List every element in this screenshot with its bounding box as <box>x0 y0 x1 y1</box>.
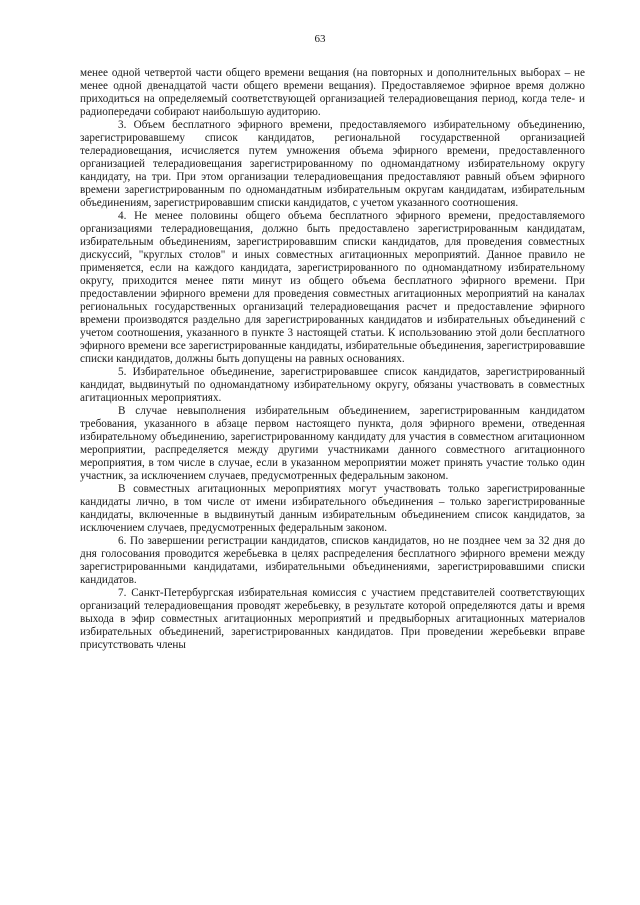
paragraph-item-7: 7. Санкт-Петербургская избирательная комиссия с участием представителей соответствующих организаций телерадиовещания проводят жеребьевку, в результате которой определяются даты и время выхода в эфир совместных агитационных мероприятий и предвыборных агитационных материалов избирательных объединений, зарегистрированных кандидатов. При проведении жеребьевки вправе присутствовать члены <box>80 587 585 651</box>
page-number: 63 <box>314 33 326 45</box>
paragraph-item-5: 5. Избирательное объединение, зарегистрировавшее список кандидатов, зарегистрированный кандидат, выдвинутый по одномандатному избирательному округу, обязаны участвовать в совместных агитационных мероприятиях. <box>80 366 585 404</box>
paragraph-item-6: 6. По завершении регистрации кандидатов, списков кандидатов, но не позднее чем за 32 дня до дня голосования проводится жеребьевка в целях распределения бесплатного эфирного времени между зарегистрированными кандидатами, избирательными объединениями, зарегистрировавшими списки кандидатов. <box>80 535 585 586</box>
paragraph-item-4: 4. Не менее половины общего объема бесплатного эфирного времени, предоставляемого организациями телерадиовещания, должно быть предоставлено зарегистрированным кандидатам, избирательным объединениям, зарегистрировавшим списки кандидатов, для проведения совместных дискуссий, "круглых столов" и иных совместных агитационных мероприятий. Данное правило не применяется, если на каждого кандидата, зарегистрированного по одномандатному избирательному округу, приходится менее пяти минут из общего объема бесплатного эфирного времени. При предоставлении эфирного времени для проведения совместных агитационных мероприятий на каналах региональных государственных организаций телерадиовещания расчет и предоставление эфирного времени производятся раздельно для зарегистрированных кандидатов и избирательных объединений с учетом соотношения, указанного в пункте 3 настоящей статьи. К использованию этой доли бесплатного эфирного времени все зарегистрированные кандидаты, избирательные объединения, зарегистрировавшие списки кандидатов, должны быть допущены на равных основаниях. <box>80 210 585 365</box>
paragraph-item-3: 3. Объем бесплатного эфирного времени, предоставляемого избирательному объединению, зарегистрировавшему список кандидатов, региональной государственной организацией телерадиовещания, исчисляется путем умножения объема эфирного времени, предоставленного организацией телерадиовещания зарегистрированному по одномандатному избирательному округу кандидату, на три. При этом организации телерадиовещания предоставляют равный объем эфирного времени зарегистрированным по одномандатным избирательным округам кандидатам, избирательным объединениям, зарегистрировавшим списки кандидатов, с учетом указанного соотношения. <box>80 119 585 209</box>
paragraph-item-5-part-3: В совместных агитационных мероприятиях могут участвовать только зарегистрированные кандидаты лично, в том числе от имени избирательного объединения – только зарегистрированные кандидаты, включенные в выдвинутый данным избирательным объединением список кандидатов, за исключением случаев, предусмотренных федеральным законом. <box>80 483 585 534</box>
paragraph-item-5-part-2: В случае невыполнения избирательным объединением, зарегистрированным кандидатом требования, указанного в абзаце первом настоящего пункта, доля эфирного времени, отведенная избирательному объединению, зарегистрированному кандидату для участия в совместном агитационном мероприятии, распределяется между другими участниками данного совместного агитационного мероприятия, в том числе в случае, если в указанном мероприятии может принять участие только один участник, за исключением случаев, предусмотренных федеральным законом. <box>80 405 585 482</box>
paragraph-continuation: менее одной четвертой части общего времени вещания (на повторных и дополнительных выборах – не менее одной двенадцатой части общего времени вещания). Предоставляемое эфирное время должно приходиться на определяемый соответствующей организацией телерадиовещания период, когда теле- и радиопередачи собирают наибольшую аудиторию. <box>80 67 585 118</box>
document-body <box>80 67 585 652</box>
